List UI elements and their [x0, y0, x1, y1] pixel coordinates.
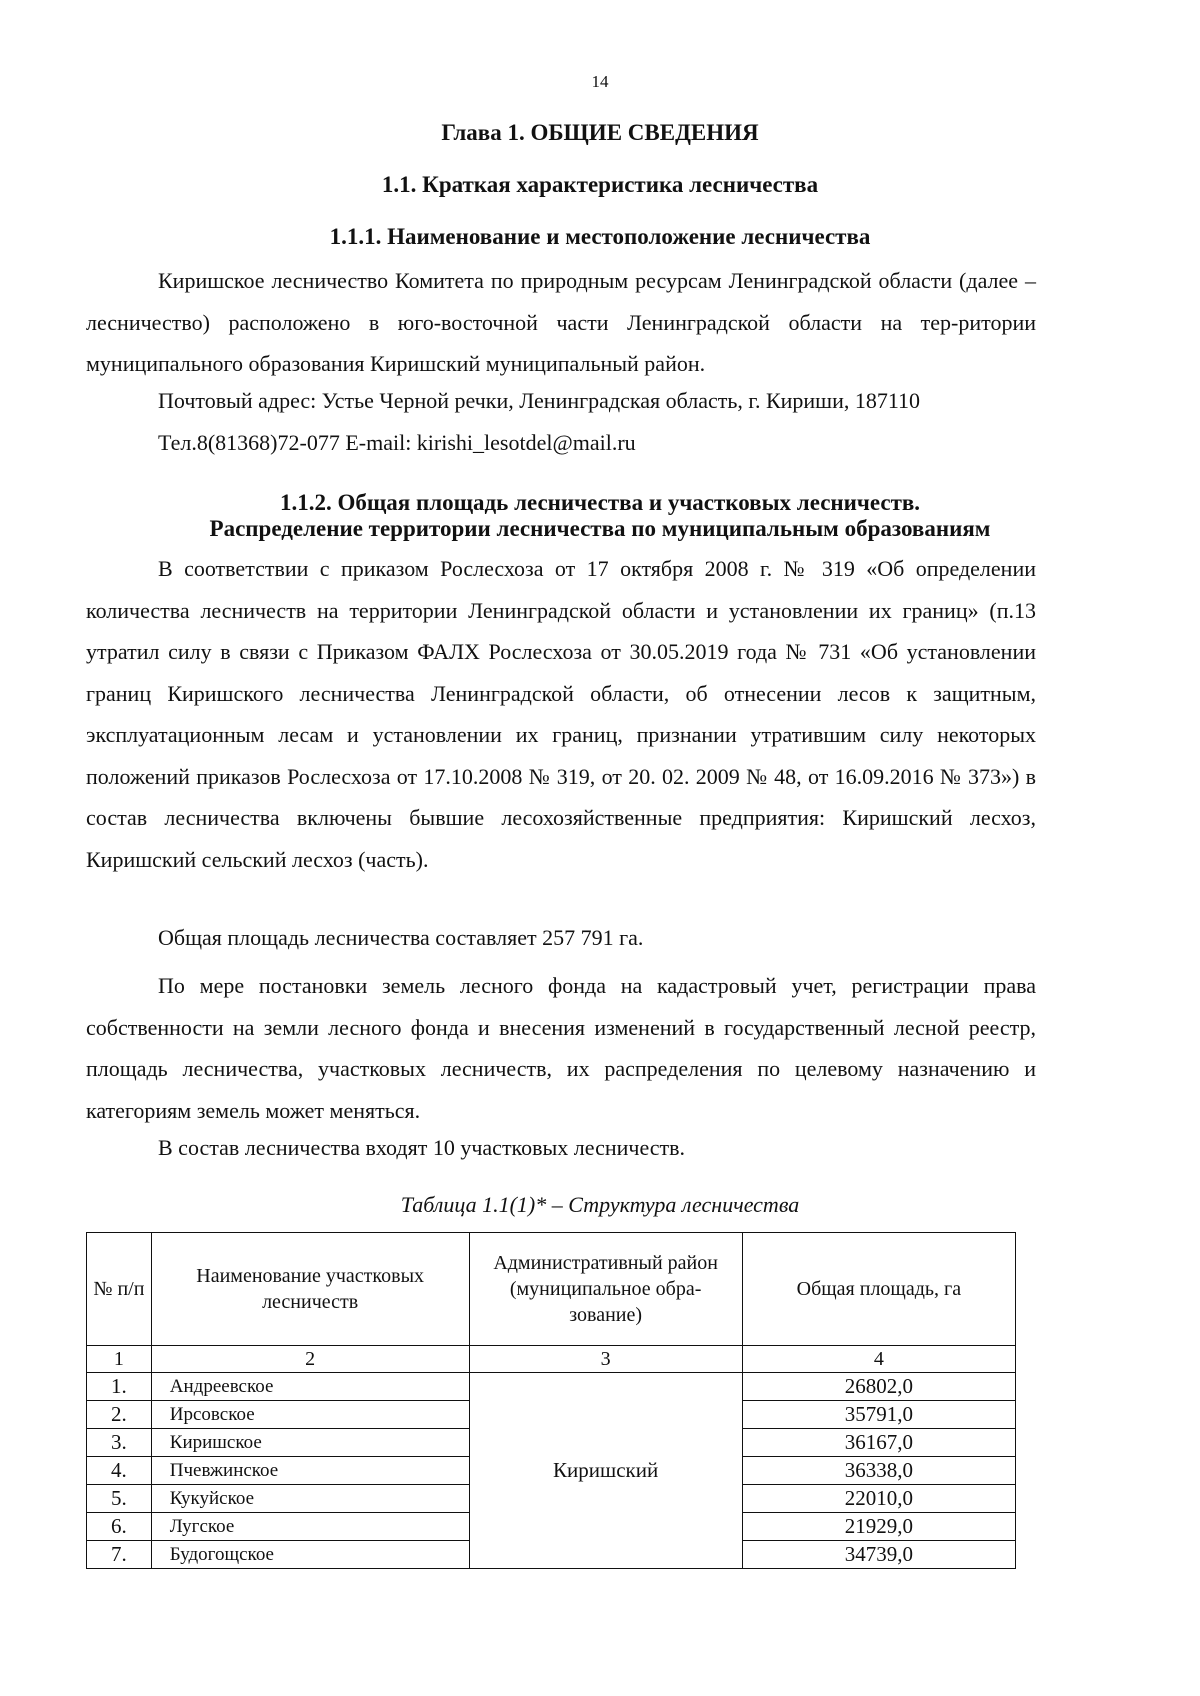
- row-area: 21929,0: [742, 1513, 1015, 1541]
- location-paragraph: Киришское лесничество Комитета по природным ресурсам Ленинградской области (далее – лесничество) расположено в юго-восточной части Ленинградской области на тер-ритории муниципального образования Киришский муниципальный район.: [86, 268, 1036, 376]
- table-caption: Таблица 1.1(1)* – Структура лесничества: [400, 1192, 800, 1217]
- row-name: Лугское: [151, 1513, 469, 1541]
- row-name: Пчевжинское: [151, 1457, 469, 1485]
- postal-address: Почтовый адрес: Устье Черной речки, Ленинградская область, г. Кириши, 187110: [158, 388, 921, 413]
- row-num: 1.: [87, 1373, 152, 1401]
- row-name: Андреевское: [151, 1373, 469, 1401]
- header-num: № п/п: [87, 1233, 152, 1346]
- table-header-row: [87, 1233, 1016, 1346]
- header-area: Общая площадь, га: [742, 1233, 1015, 1346]
- forestry-structure-table: [86, 1232, 1016, 1569]
- row-area: 35791,0: [742, 1401, 1015, 1429]
- chapter-title: Глава 1. ОБЩИЕ СВЕДЕНИЯ: [441, 120, 759, 145]
- column-number: 1: [87, 1346, 152, 1373]
- registration-paragraph: По мере постановки земель лесного фонда на кадастровый учет, регистрации права собственности на земли лесного фонда и внесения изменений в государственный лесной реестр, площадь лесничества, участковых лесничеств, их распределения по целевому назначению и категориям земель может меняться.: [86, 973, 1036, 1123]
- header-name: Наименование участковых лесничеств: [151, 1233, 469, 1346]
- column-number: 4: [742, 1346, 1015, 1373]
- row-name: Кукуйское: [151, 1485, 469, 1513]
- forestry-count-paragraph: В состав лесничества входят 10 участковых лесничеств.: [158, 1135, 686, 1160]
- header-district: Административный район (муниципальное обра-зование): [469, 1233, 742, 1346]
- order-paragraph: В соответствии с приказом Рослесхоза от 17 октября 2008 г. № 319 «Об определении количества лесничеств на территории Ленинградской области и установлении их границ» (п.13 утратил силу в связи с Приказом ФАЛХ Рослесхоза от 30.05.2019 года № 731 «Об установлении границ Киришского лесничества Ленинградской области, об отнесении лесов к защитным, эксплуатационным лесам и установлении их границ, признании утратившим силу некоторых положений приказов Рослесхоза от 17.10.2008 № 319, от 20. 02. 2009 № 48, от 16.09.2016 № 373») в состав лесничества включены бывшие лесохозяйственные предприятия: Киришский лесхоз, Киришский сельский лесхоз (часть).: [86, 556, 1036, 872]
- row-num: 4.: [87, 1457, 152, 1485]
- row-name: Будогощское: [151, 1541, 469, 1569]
- table-row: [87, 1373, 1016, 1401]
- district-cell: Киришский: [469, 1373, 742, 1569]
- row-num: 2.: [87, 1401, 152, 1429]
- total-area-paragraph: Общая площадь лесничества составляет 257 791 га.: [158, 925, 644, 950]
- subsection-1-title: 1.1.1. Наименование и местоположение лесничества: [329, 224, 871, 249]
- column-number-row: [87, 1346, 1016, 1373]
- column-number: 2: [151, 1346, 469, 1373]
- subsection-2-title-line1: 1.1.2. Общая площадь лесничества и участковых лесничеств.: [279, 490, 921, 515]
- subsection-2-title-line2: Распределение территории лесничества по муниципальным образованиям: [209, 516, 991, 541]
- subsection-2-title: [0, 490, 1200, 542]
- row-num: 5.: [87, 1485, 152, 1513]
- row-num: 6.: [87, 1513, 152, 1541]
- contact-info: Тел.8(81368)72-077 E-mail: kirishi_lesotdel@mail.ru: [158, 430, 636, 455]
- row-name: Киришское: [151, 1429, 469, 1457]
- page-number: 14: [591, 72, 609, 91]
- row-area: 36338,0: [742, 1457, 1015, 1485]
- row-area: 22010,0: [742, 1485, 1015, 1513]
- section-title: 1.1. Краткая характеристика лесничества: [381, 172, 819, 197]
- row-num: 7.: [87, 1541, 152, 1569]
- row-area: 36167,0: [742, 1429, 1015, 1457]
- row-area: 34739,0: [742, 1541, 1015, 1569]
- row-num: 3.: [87, 1429, 152, 1457]
- row-area: 26802,0: [742, 1373, 1015, 1401]
- column-number: 3: [469, 1346, 742, 1373]
- row-name: Ирсовское: [151, 1401, 469, 1429]
